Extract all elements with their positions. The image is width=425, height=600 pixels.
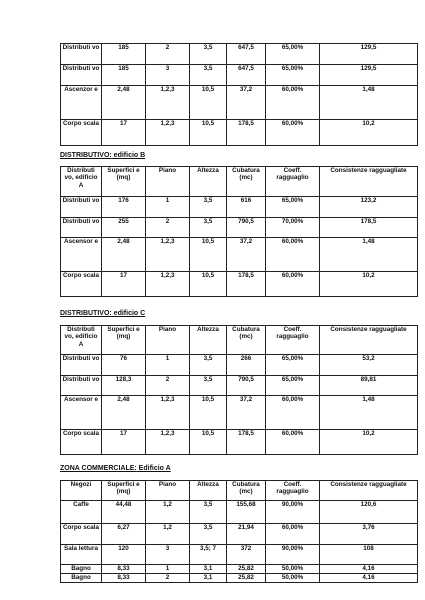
column-header: Altezza (190, 326, 227, 355)
cell: 90,00% (266, 545, 320, 565)
section-title-subject: Edificio A (136, 465, 171, 472)
cell: 4,16 (320, 565, 418, 574)
cell: Corpo scala (61, 524, 102, 545)
cell: 17 (102, 430, 146, 455)
column-header: Altezza (190, 167, 227, 197)
cell: Distributi vo (61, 376, 102, 396)
cell: 3,5 (190, 218, 227, 238)
table-header-row (61, 167, 418, 197)
cell: Bagno (61, 565, 102, 574)
cell: 76 (102, 355, 146, 376)
cell: 3 (146, 545, 190, 565)
cell: Distributi vo (61, 355, 102, 376)
cell: Distributi vo (61, 197, 102, 218)
table-row (61, 355, 418, 376)
cell: 60,00% (266, 86, 320, 120)
cell: 2,48 (102, 86, 146, 120)
cell: 178,5 (320, 218, 418, 238)
section-title-zona-commerciale (60, 464, 171, 473)
cell: Distributi vo (61, 218, 102, 238)
cell: 2,48 (102, 238, 146, 272)
cell: 6,27 (102, 524, 146, 545)
cell: 25,82 (227, 565, 266, 574)
cell: 790,5 (227, 376, 266, 396)
cell: 178,5 (227, 272, 266, 297)
column-header: Coeff. ragguaglio (266, 481, 320, 501)
cell: 65,00% (266, 65, 320, 86)
cell: Ascenzor e (61, 86, 102, 120)
column-header: Consistenze ragguagliate (320, 326, 418, 355)
cell: 1,2,3 (146, 396, 190, 430)
cell: 60,00% (266, 396, 320, 430)
cell: 129,5 (320, 44, 418, 65)
cell: 128,3 (102, 376, 146, 396)
cell: 10,5 (190, 396, 227, 430)
cell: 1,2 (146, 524, 190, 545)
cell: 129,5 (320, 65, 418, 86)
cell: 17 (102, 272, 146, 297)
cell: 53,2 (320, 355, 418, 376)
table-row (61, 574, 418, 583)
cell: 120 (102, 545, 146, 565)
cell: 10,2 (320, 272, 418, 297)
column-header: Superfici e (mq) (102, 326, 146, 355)
cell: 2 (146, 218, 190, 238)
cell: 65,00% (266, 44, 320, 65)
cell: 372 (227, 545, 266, 565)
table-row (61, 545, 418, 565)
table-row (61, 238, 418, 272)
column-header: Cubatura (mc) (227, 326, 266, 355)
cell: 2 (146, 574, 190, 583)
cell: 10,5 (190, 272, 227, 297)
table-row (61, 524, 418, 545)
column-header: Coeff. ragguaglio (266, 167, 320, 197)
cell: 1,48 (320, 86, 418, 120)
cell: 90,00% (266, 501, 320, 524)
cell: 185 (102, 65, 146, 86)
table-header-row (61, 326, 418, 355)
table-row (61, 120, 418, 146)
column-header: Cubatura (mc) (227, 167, 266, 197)
cell: 37,2 (227, 238, 266, 272)
cell: Ascensor e (61, 238, 102, 272)
cell: 65,00% (266, 197, 320, 218)
cell: 2 (146, 44, 190, 65)
cell: 3,5 (190, 376, 227, 396)
cell: 50,00% (266, 574, 320, 583)
cell: 60,00% (266, 120, 320, 146)
cell: 1 (146, 197, 190, 218)
cell: 65,00% (266, 355, 320, 376)
table-row (61, 430, 418, 455)
table-header-row (61, 481, 418, 501)
cell: 3,5; 7 (190, 545, 227, 565)
table-row (61, 65, 418, 86)
cell: 108 (320, 545, 418, 565)
column-header: Superfici e (mq) (102, 167, 146, 197)
cell: 37,2 (227, 396, 266, 430)
column-header: Piano (146, 167, 190, 197)
cell: 155,68 (227, 501, 266, 524)
cell: Caffe (61, 501, 102, 524)
column-header: Distributi vo, edificio A (61, 167, 102, 197)
table-row (61, 501, 418, 524)
table-row (61, 376, 418, 396)
section-title-label: ZONA COMMERCIALE: (60, 465, 137, 472)
table-row (61, 218, 418, 238)
cell: 3,5 (190, 44, 227, 65)
cell: Corpo scala (61, 272, 102, 297)
cell: 17 (102, 120, 146, 146)
cell: 790,5 (227, 218, 266, 238)
table-row (61, 565, 418, 574)
column-header: Cubatura (mc) (227, 481, 266, 501)
cell: Distributi vo (61, 65, 102, 86)
cell: 1,2,3 (146, 238, 190, 272)
column-header: Negozi (61, 481, 102, 501)
cell: 1,48 (320, 396, 418, 430)
cell: Bagno (61, 574, 102, 583)
cell: 3,5 (190, 355, 227, 376)
section-title-label: DISTRIBUTIVO: (60, 310, 112, 317)
cell: 123,2 (320, 197, 418, 218)
cell: 3,5 (190, 65, 227, 86)
section-title-subject: edificio B (111, 152, 146, 159)
cell: 2 (146, 376, 190, 396)
cell: 3,1 (190, 565, 227, 574)
cell: 616 (227, 197, 266, 218)
cell: 10,2 (320, 430, 418, 455)
column-header: Distributi vo, edificio A (61, 326, 102, 355)
section-title-edificio-c (60, 309, 145, 318)
table-distributivo-edificio-b (60, 166, 418, 297)
cell: 50,00% (266, 565, 320, 574)
cell: 1 (146, 565, 190, 574)
cell: 37,2 (227, 86, 266, 120)
cell: 3,5 (190, 197, 227, 218)
cell: 1 (146, 355, 190, 376)
cell: 1,2,3 (146, 86, 190, 120)
cell: 89,81 (320, 376, 418, 396)
cell: 10,2 (320, 120, 418, 146)
cell: Ascensor e (61, 396, 102, 430)
cell: Distributi vo (61, 44, 102, 65)
cell: 1,48 (320, 238, 418, 272)
cell: 8,33 (102, 565, 146, 574)
table-zona-commerciale-edificio-a (60, 480, 418, 583)
cell: Corpo scala (61, 120, 102, 146)
cell: 1,2,3 (146, 120, 190, 146)
cell: 3,76 (320, 524, 418, 545)
column-header: Piano (146, 481, 190, 501)
cell: 1,2 (146, 501, 190, 524)
cell: 1,2,3 (146, 272, 190, 297)
cell: 3,5 (190, 524, 227, 545)
cell: 3,5 (190, 501, 227, 524)
cell: 60,00% (266, 430, 320, 455)
table-distributivo-continued (60, 43, 418, 146)
cell: 1,2,3 (146, 430, 190, 455)
section-title-subject: edificio C (111, 310, 146, 317)
cell: 25,82 (227, 574, 266, 583)
column-header: Superfici e (mq) (102, 481, 146, 501)
cell: 176 (102, 197, 146, 218)
cell: 4,16 (320, 574, 418, 583)
table-distributivo-edificio-c (60, 325, 418, 455)
column-header: Coeff. ragguaglio (266, 326, 320, 355)
cell: 10,5 (190, 86, 227, 120)
table-row (61, 197, 418, 218)
cell: 2,48 (102, 396, 146, 430)
table-row (61, 396, 418, 430)
column-header: Piano (146, 326, 190, 355)
cell: 44,48 (102, 501, 146, 524)
cell: 21,94 (227, 524, 266, 545)
cell: 65,00% (266, 376, 320, 396)
table-row (61, 86, 418, 120)
table-row (61, 44, 418, 65)
cell: Corpo scala (61, 430, 102, 455)
cell: 10,5 (190, 430, 227, 455)
cell: 10,5 (190, 238, 227, 272)
cell: 178,5 (227, 120, 266, 146)
cell: 70,00% (266, 218, 320, 238)
cell: 60,00% (266, 238, 320, 272)
cell: Sala lettura (61, 545, 102, 565)
cell: 266 (227, 355, 266, 376)
section-title-label: DISTRIBUTIVO: (60, 152, 112, 159)
column-header: Altezza (190, 481, 227, 501)
cell: 185 (102, 44, 146, 65)
cell: 60,00% (266, 524, 320, 545)
cell: 120,6 (320, 501, 418, 524)
cell: 255 (102, 218, 146, 238)
column-header: Consistenze ragguagliate (320, 167, 418, 197)
cell: 10,5 (190, 120, 227, 146)
cell: 8,33 (102, 574, 146, 583)
cell: 647,5 (227, 65, 266, 86)
cell: 3,1 (190, 574, 227, 583)
cell: 647,5 (227, 44, 266, 65)
column-header: Consistenze ragguagliate (320, 481, 418, 501)
cell: 3 (146, 65, 190, 86)
cell: 60,00% (266, 272, 320, 297)
cell: 178,5 (227, 430, 266, 455)
table-row (61, 272, 418, 297)
section-title-edificio-b (60, 151, 145, 160)
